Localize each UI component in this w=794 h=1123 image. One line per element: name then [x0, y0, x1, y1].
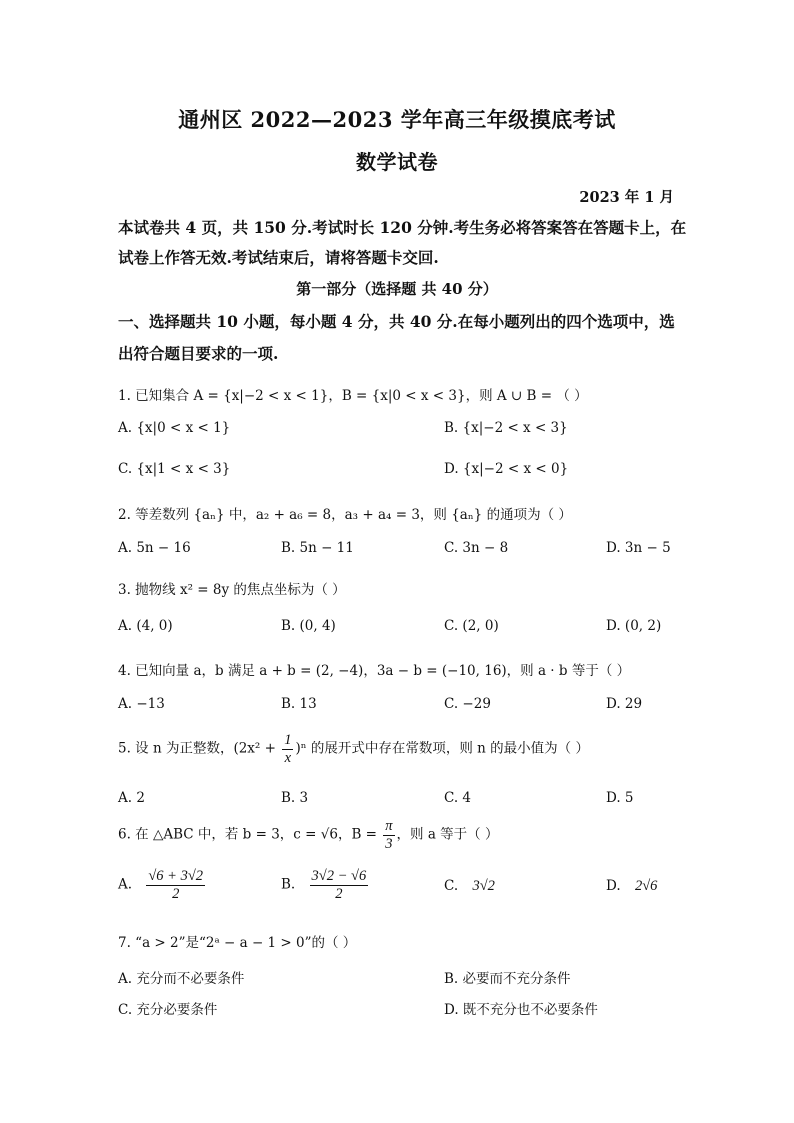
part-heading: 第一部分（选择题 共 40 分） — [296, 280, 498, 298]
question-5-fraction-den: x — [284, 749, 292, 766]
question-2-option-a: A. 5n − 16 — [118, 540, 191, 556]
question-4-option-d: D. 29 — [606, 696, 643, 712]
question-6-option-b-fraction — [310, 868, 369, 902]
question-6-fraction-den: 3 — [385, 835, 393, 852]
question-5-option-b: B. 3 — [281, 790, 309, 806]
section-instructions-line-1: 一、选择题共 10 小题，每小题 4 分，共 40 分.在每小题列出的四个选项中，选 — [118, 312, 675, 331]
exam-subtitle: 数学试卷 — [356, 150, 438, 174]
question-1-stem: 1. 已知集合 A = {x|−2 < x < 1}，B = {x|0 < x < 3}，则 A ∪ B = （ ） — [118, 388, 588, 404]
question-6-option-b-label: B. — [281, 876, 296, 893]
question-6-option-d-label: D. — [606, 878, 621, 894]
exam-title: 通州区 2022—2023 学年高三年级摸底考试 — [178, 107, 616, 132]
question-6-option-d-value: 2√6 — [634, 878, 658, 894]
question-6-option-a-num: √6 + 3√2 — [148, 868, 204, 884]
question-7-stem: 7. “a > 2”是“2ᵃ − a − 1 > 0”的（ ） — [118, 935, 357, 951]
question-7-option-a: A. 充分而不必要条件 — [118, 971, 245, 987]
question-6-option-b-den: 2 — [335, 885, 343, 902]
question-6-option-a-fraction — [146, 868, 205, 902]
question-6-option-b-num: 3√2 − √6 — [311, 868, 367, 884]
question-5-option-a: A. 2 — [118, 790, 145, 806]
question-3-option-b: B. (0, 4) — [281, 618, 336, 634]
question-1-option-d: D. {x|−2 < x < 0} — [444, 461, 569, 477]
question-2-option-c: C. 3n − 8 — [444, 540, 509, 556]
question-7-option-d: D. 既不充分也不必要条件 — [444, 1002, 598, 1018]
question-5-stem-suffix: )ⁿ 的展开式中存在常数项，则 n 的最小值为（ ） — [295, 740, 589, 757]
question-5-option-c: C. 4 — [444, 790, 472, 806]
question-6-option-d — [606, 878, 657, 895]
question-6-option-c — [444, 878, 495, 895]
question-4-option-a: A. −13 — [118, 696, 165, 712]
question-3-stem: 3. 抛物线 x² = 8y 的焦点坐标为（ ） — [118, 582, 346, 598]
question-5-stem-prefix: 5. 设 n 为正整数，(2x² + — [118, 740, 281, 757]
question-6-option-a — [118, 868, 207, 902]
exam-date: 2023 年 1 月 — [579, 189, 674, 206]
question-1-option-a: A. {x|0 < x < 1} — [118, 420, 231, 436]
question-6-option-a-label: A. — [118, 876, 133, 893]
question-6-fraction — [383, 818, 394, 852]
question-6-stem-suffix: ，则 a 等于（ ） — [396, 826, 499, 843]
question-3-option-d: D. (0, 2) — [606, 618, 662, 634]
question-6-option-c-label: C. — [444, 878, 459, 894]
question-4-option-b: B. 13 — [281, 696, 317, 712]
question-1-option-b: B. {x|−2 < x < 3} — [444, 420, 568, 436]
instructions-line-1: 本试卷共 4 页，共 150 分.考试时长 120 分钟.考生务必将答案答在答题卡上，在 — [118, 218, 687, 237]
question-1-option-c: C. {x|1 < x < 3} — [118, 461, 231, 477]
question-2-stem: 2. 等差数列 {aₙ} 中，a₂ + a₆ = 8，a₃ + a₄ = 3，则 {aₙ} 的通项为（ ） — [118, 507, 572, 523]
question-5-option-d: D. 5 — [606, 790, 634, 806]
question-3-option-a: A. (4, 0) — [118, 618, 173, 634]
question-5-stem — [118, 732, 589, 766]
question-6-option-a-den: 2 — [172, 885, 180, 902]
question-3-option-c: C. (2, 0) — [444, 618, 499, 634]
question-7-option-b: B. 必要而不充分条件 — [444, 971, 571, 987]
question-6-fraction-num: π — [385, 818, 393, 834]
instructions-line-2: 试卷上作答无效.考试结束后，请将答题卡交回. — [118, 248, 439, 267]
question-4-option-c: C. −29 — [444, 696, 491, 712]
question-5-fraction-num: 1 — [284, 732, 292, 748]
question-6-option-b — [281, 868, 370, 902]
question-4-stem: 4. 已知向量 a，b 满足 a + b = (2, −4)，3a − b = (−10, 16)，则 a · b 等于（ ） — [118, 663, 631, 679]
question-6-option-c-value: 3√2 — [472, 878, 495, 894]
question-5-fraction — [282, 732, 293, 766]
question-7-option-c: C. 充分必要条件 — [118, 1002, 218, 1018]
section-instructions-line-2: 出符合题目要求的一项. — [118, 344, 279, 363]
question-6-stem-prefix: 6. 在 △ABC 中，若 b = 3，c = √6，B = — [118, 826, 382, 843]
question-2-option-b: B. 5n − 11 — [281, 540, 354, 556]
question-2-option-d: D. 3n − 5 — [606, 540, 671, 556]
question-6-stem — [118, 818, 498, 852]
